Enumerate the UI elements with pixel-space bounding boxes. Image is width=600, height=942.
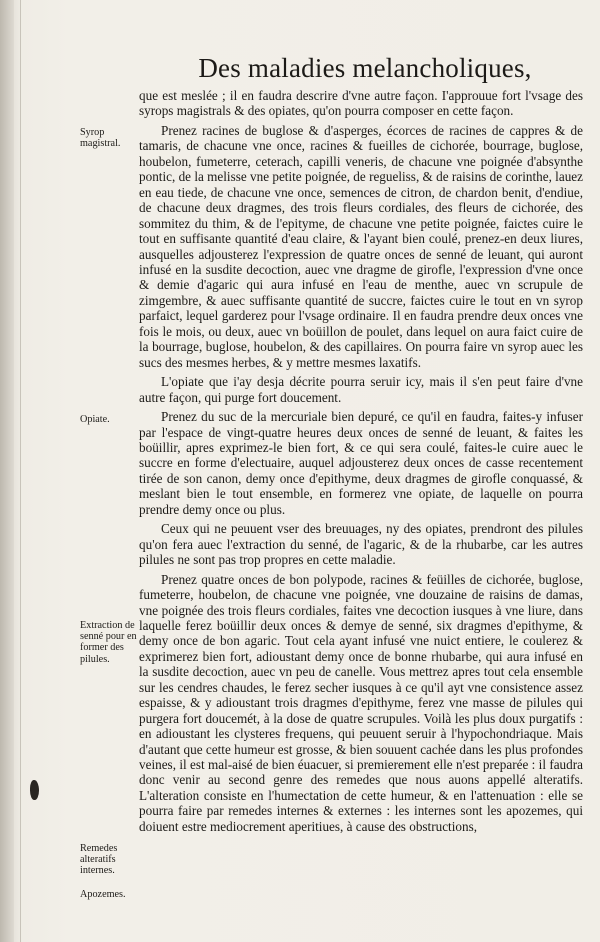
margin-note-syrop: Syrop magistral.	[80, 127, 121, 150]
paragraph: Prenez racines de buglose & d'asperges, écorces de racines de cappres & de tamaris, de chacune vne once, racines & fueilles de cichorée, bourrage, buglose, houbelon, fumeterre, ceterach, capilli veneris, de chacune vne poignée d'absynthe pontic, de la melisse vne petite poignée, de regueliss, & de raisins de corinthe, lauez en eau tiede, de chacune vne once, semences de citron, de chardon benit, d'endiue, de chacune deux dragmes, des trois fleurs cordiales, des fleurs de cichorée, des sommitez du thim, & de l'epityme, de chacune vne petite poignée, faictes cuire le tout en suffisante quantité d'eau claire, & l'ayant bien coulé, prenez-en deux liures, ausquelles adjousterez l'expression de quatre onces de senné de leuant, qui auront infusé en la susdite decoction, auec vne dragme de girofle, l'expression d'vne once & demie d'agaric qui aura infusé en l'eau de menthe, auec vn scrupule de zimgembre, & auec suffisante quantité de succre, faictes cuire le tout en vn syrop parfaict, lequel garderez pour l'vsage ordinaire. Il en faudra prendre deux onces vne fois le mois, ou deux, auec vn boüillon de poulet, dans lequel on aura faict cuire de la bourrage, buglose, houbelon, & des capillaires. On pourra faire vn syrop auec les sucs des mesmes herbes, & y mettre mesmes laxatifs.	[139, 122, 583, 370]
paragraph: L'opiate que i'ay desja décrite pourra seruir icy, mais il s'en peut faire d'vne autre façon, qui purge fort doucement.	[139, 374, 583, 405]
margin-note-opiate: Opiate.	[80, 414, 110, 425]
body-text	[139, 88, 583, 834]
running-header: Des maladies melancholiques,	[198, 53, 532, 83]
paragraph: que est meslée ; il en faudra descrire d'vne autre façon. I'approuue fort l'vsage des syrops magistrals & des opiates, qu'on pourra composer en cette façon.	[139, 88, 583, 119]
ink-blot	[30, 780, 39, 800]
paragraph: Prenez du suc de la mercuriale bien depuré, ce qu'il en faudra, faites-y infuser par l'espace de vingt-quatre heures deux onces de senné de leuant, & faites les boüillir, apres exprimez-le bien fort, & ce qui sera coulé, faites-le cuire auec le succre en forme d'electuaire, auquel adjousterez deux onces de casse recentement tirée de son canon, demy once d'epithyme, deux dragmes de girofle conquassé, & meslant bien le tout ensemble, en formerez vne opiate, de laquelle on pourra prendre demy once ou plus.	[139, 409, 583, 517]
margin-note-remedes: Remedes alteratifs internes.	[80, 843, 118, 877]
margin-note-extraction: Extraction de senné pour en former des pilules.	[80, 620, 137, 665]
margin-note-apozemes: Apozemes.	[80, 889, 126, 900]
page-spine-shadow	[0, 0, 14, 942]
paragraph: Prenez quatre onces de bon polypode, racines & feüilles de cichorée, buglose, fumeterre, houbelon, de chacune vne poignée, vne douzaine de raisins de damas, vne poignée des trois fleurs cordiales, faites vne decoction iusques à vne liure, dans laquelle ferez boüillir deux onces & demye de senné, six dragmes d'epithyme, & demy once de bon agaric. Tout cela ayant infusé vne nuict entiere, le coulerez & exprimerez bien fort, adioustant demy once de bonne rhubarbe, qui aura infusé en la susdite decoction, auec vn peu de canelle. Vous mettrez apres tout cela ensemble sur les cendres chaudes, le ferez secher iusques à ce qu'il ayt vne consistence assez espaisse, & y adioustant trois dragmes d'epithyme, ferez vne masse de pilules qui purgera fort doucemét, à la dose de quatre scrupules. Voilà les plus doux purgatifs : en adioustant les clysteres frequens, qui peuuent seruir à l'hypochondriaque. Mais d'autant que cette humeur est grosse, & bien souuent cachée dans les plus profondes veines, il est mal-aisé de bien éuacuer, si premierement elle n'est preparée : il faudra donc venir au second genre des remedes que nous auons appellé alteratifs. L'alteration consiste en l'humectation de cette humeur, & en l'attenuation : elle se pourra faire par remedes internes & externes : les internes sont les apozemes, qui doiuent estre mediocrement aperitiues, à cause des obstructions,	[139, 571, 583, 834]
page-fold-line	[20, 0, 21, 942]
paragraph: Ceux qui ne peuuent vser des breuuages, ny des opiates, prendront des pilules qu'on fera auec l'extraction du senné, de l'agaric, & de la rhubarbe, car les autres pilules ne sont pas trop propres en cette maladie.	[139, 521, 583, 568]
